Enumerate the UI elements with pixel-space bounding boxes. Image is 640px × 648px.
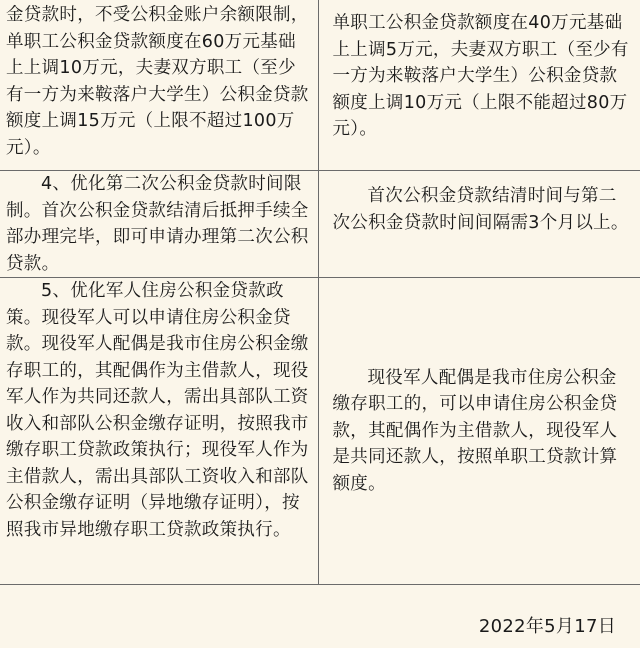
right-cell: 现役军人配偶是我市住房公积金缴存职工的，可以申请住房公积金贷款，其配偶作为主借款人，现役军人是共同还款人，按照单职工贷款计算额度。 (318, 278, 640, 585)
right-cell: 单职工公积金贷款额度在40万元基础上上调5万元，夫妻双方职工（至少有一方为来鞍落户大学生）公积金贷款额度上调10万元（上限不能超过80万元）。 (318, 0, 640, 171)
left-cell: 金贷款时，不受公积金账户余额限制，单职工公积金贷款额度在60万元基础上上调10万元，夫妻双方职工（至少有一方为来鞍落户大学生）公积金贷款额度上调15万元（上限不超过100万元）。 (0, 0, 318, 171)
table-row (0, 0, 640, 171)
left-cell: 4、优化第二次公积金贷款时间限制。首次公积金贷款结清后抵押手续全部办理完毕，即可申请办理第二次公积贷款。 (0, 171, 318, 278)
right-cell: 首次公积金贷款结清时间与第二次公积金贷款时间间隔需3个月以上。 (318, 171, 640, 278)
left-cell: 5、优化军人住房公积金贷款政策。现役军人可以申请住房公积金贷款。现役军人配偶是我市住房公积金缴存职工的，其配偶作为主借款人，现役军人作为共同还款人，需出具部队工资收入和部队公积金缴存证明，按照我市缴存职工贷款政策执行；现役军人作为主借款人，需出具部队工资收入和部队公积金缴存证明（异地缴存证明），按照我市异地缴存职工贷款政策执行。 (0, 278, 318, 585)
table-row (0, 278, 640, 585)
document-date: 2022年5月17日 (478, 616, 616, 637)
table-row (0, 171, 640, 278)
